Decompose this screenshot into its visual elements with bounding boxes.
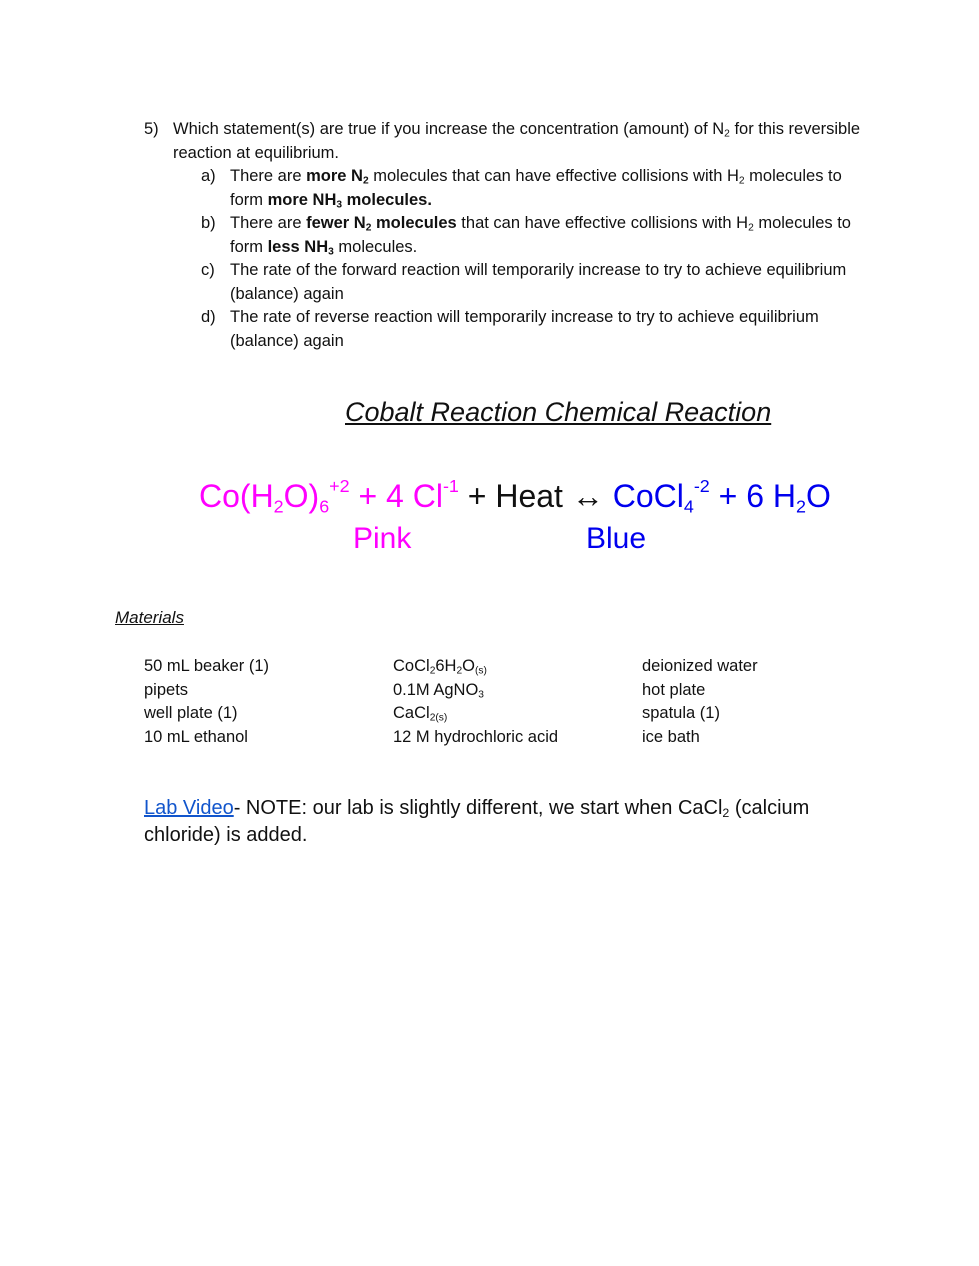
option-b: b) There are fewer $N_2$ molecules that can have effective collisions with $H_2$ molecules to form less $NH_3$ molecules. [201, 214, 851, 258]
materials-column-1 [144, 655, 269, 749]
blue-label: Blue [586, 522, 647, 555]
heat-arrow: + Heat ↔ [458, 478, 613, 514]
option-d: d) The rate of reverse reaction will temporarily increase to try to achieve equilibrium (balance) again [201, 308, 819, 350]
list-item: well plate (1) [144, 704, 238, 722]
list-item: CaCl$_{2(s)}$ [393, 704, 448, 724]
materials-heading: Materials [115, 608, 184, 627]
list-item: 50 mL beaker (1) [144, 657, 270, 675]
list-item: ice bath [642, 727, 700, 746]
list-item: 12 M hydrochloric acid [393, 727, 559, 746]
materials-column-2 [393, 655, 558, 749]
option-c: c) The rate of the forward reaction will temporarily increase to try to achieve equilibrium (balance) again [201, 261, 847, 303]
list-item: 0.1M AgNO$_3$ [393, 680, 484, 701]
lab-note: Lab Video- NOTE: our lab is slightly different, we start when CaCl$_2$ (calcium chloride) is added. [144, 797, 810, 846]
question-5 [144, 118, 874, 353]
list-item: $CoCl_26H_2O_{(s)}$ [393, 657, 487, 677]
section-title: Cobalt Reaction Chemical Reaction [345, 397, 772, 427]
list-item: pipets [144, 680, 189, 699]
products: CoCl$_4^{-2}$ + 6 $H_2O$ [612, 475, 831, 517]
list-item: deionized water [642, 657, 758, 675]
list-item: 10 mL ethanol [144, 727, 248, 746]
list-item: spatula (1) [642, 704, 720, 722]
list-item: hot plate [642, 680, 706, 699]
reactants: $Co(H_2O)_6^{+2} + 4$ $Cl^{-1}$ [199, 475, 459, 517]
question-stem: Which statement(s) are true if you increase the concentration (amount) of $N_2$ for this reversible reaction at equilibrium. [173, 120, 861, 162]
chemical-equation [199, 475, 831, 517]
question-number: 5) [144, 120, 159, 138]
materials-column-3 [642, 655, 758, 749]
option-a: a) There are more $N_2$ molecules that can have effective collisions with $H_2$ molecules to form more $NH_3$ molecules. [201, 167, 842, 211]
lab-video-link[interactable]: Lab Video [144, 797, 234, 819]
pink-label: Pink [353, 522, 412, 555]
